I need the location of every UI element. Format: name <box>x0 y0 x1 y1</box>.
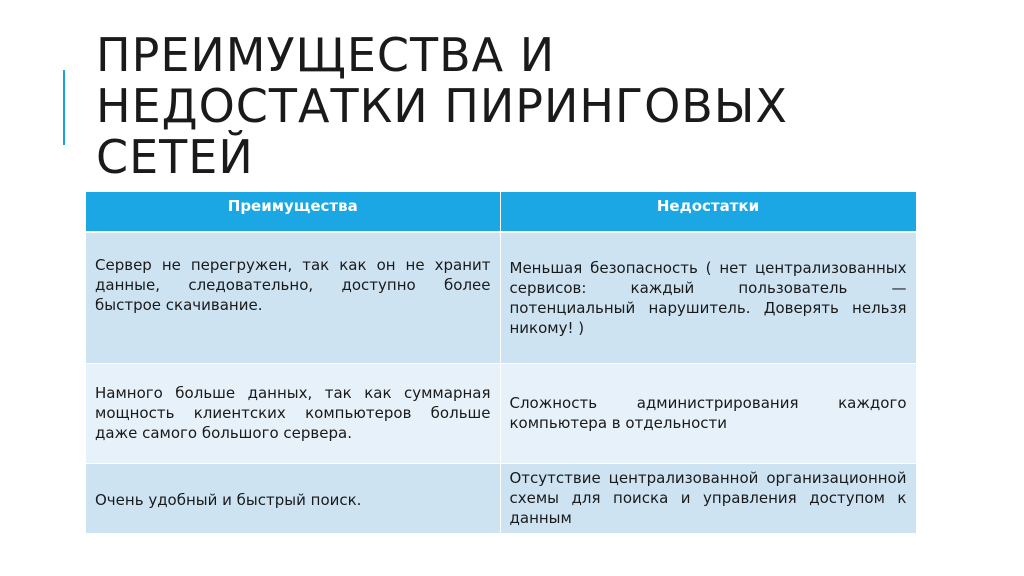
advantage-cell: Очень удобный и быстрый поиск. <box>86 463 500 533</box>
header-disadvantages: Недостатки <box>500 192 916 232</box>
table-row <box>86 363 916 463</box>
comparison-table <box>86 192 917 534</box>
advantage-cell: Сервер не перегружен, так как он не хранит данные, следовательно, доступно более быстрое скачивание. <box>86 232 500 363</box>
disadvantage-cell: Отсутствие централизованной организационной схемы для поиска и управления доступом к данным <box>500 463 916 533</box>
title-line-3: СЕТЕЙ <box>96 130 254 184</box>
disadvantage-cell: Меньшая безопасность ( нет централизованных сервисов: каждый пользователь — потенциальный нарушитель. Доверять нельзя никому! ) <box>500 232 916 363</box>
table-row <box>86 232 916 363</box>
slide-title <box>96 30 936 183</box>
title-line-2: НЕДОСТАТКИ ПИРИНГОВЫХ <box>96 79 788 133</box>
table-header-row <box>86 192 916 232</box>
advantage-cell: Намного больше данных, так как суммарная мощность клиентских компьютеров больше даже самого большого сервера. <box>86 363 500 463</box>
disadvantage-cell: Сложность администрирования каждого компьютера в отдельности <box>500 363 916 463</box>
table-row <box>86 463 916 533</box>
title-accent-bar <box>63 70 65 145</box>
header-advantages: Преимущества <box>86 192 500 232</box>
title-line-1: ПРЕИМУЩЕСТВА И <box>96 28 556 82</box>
